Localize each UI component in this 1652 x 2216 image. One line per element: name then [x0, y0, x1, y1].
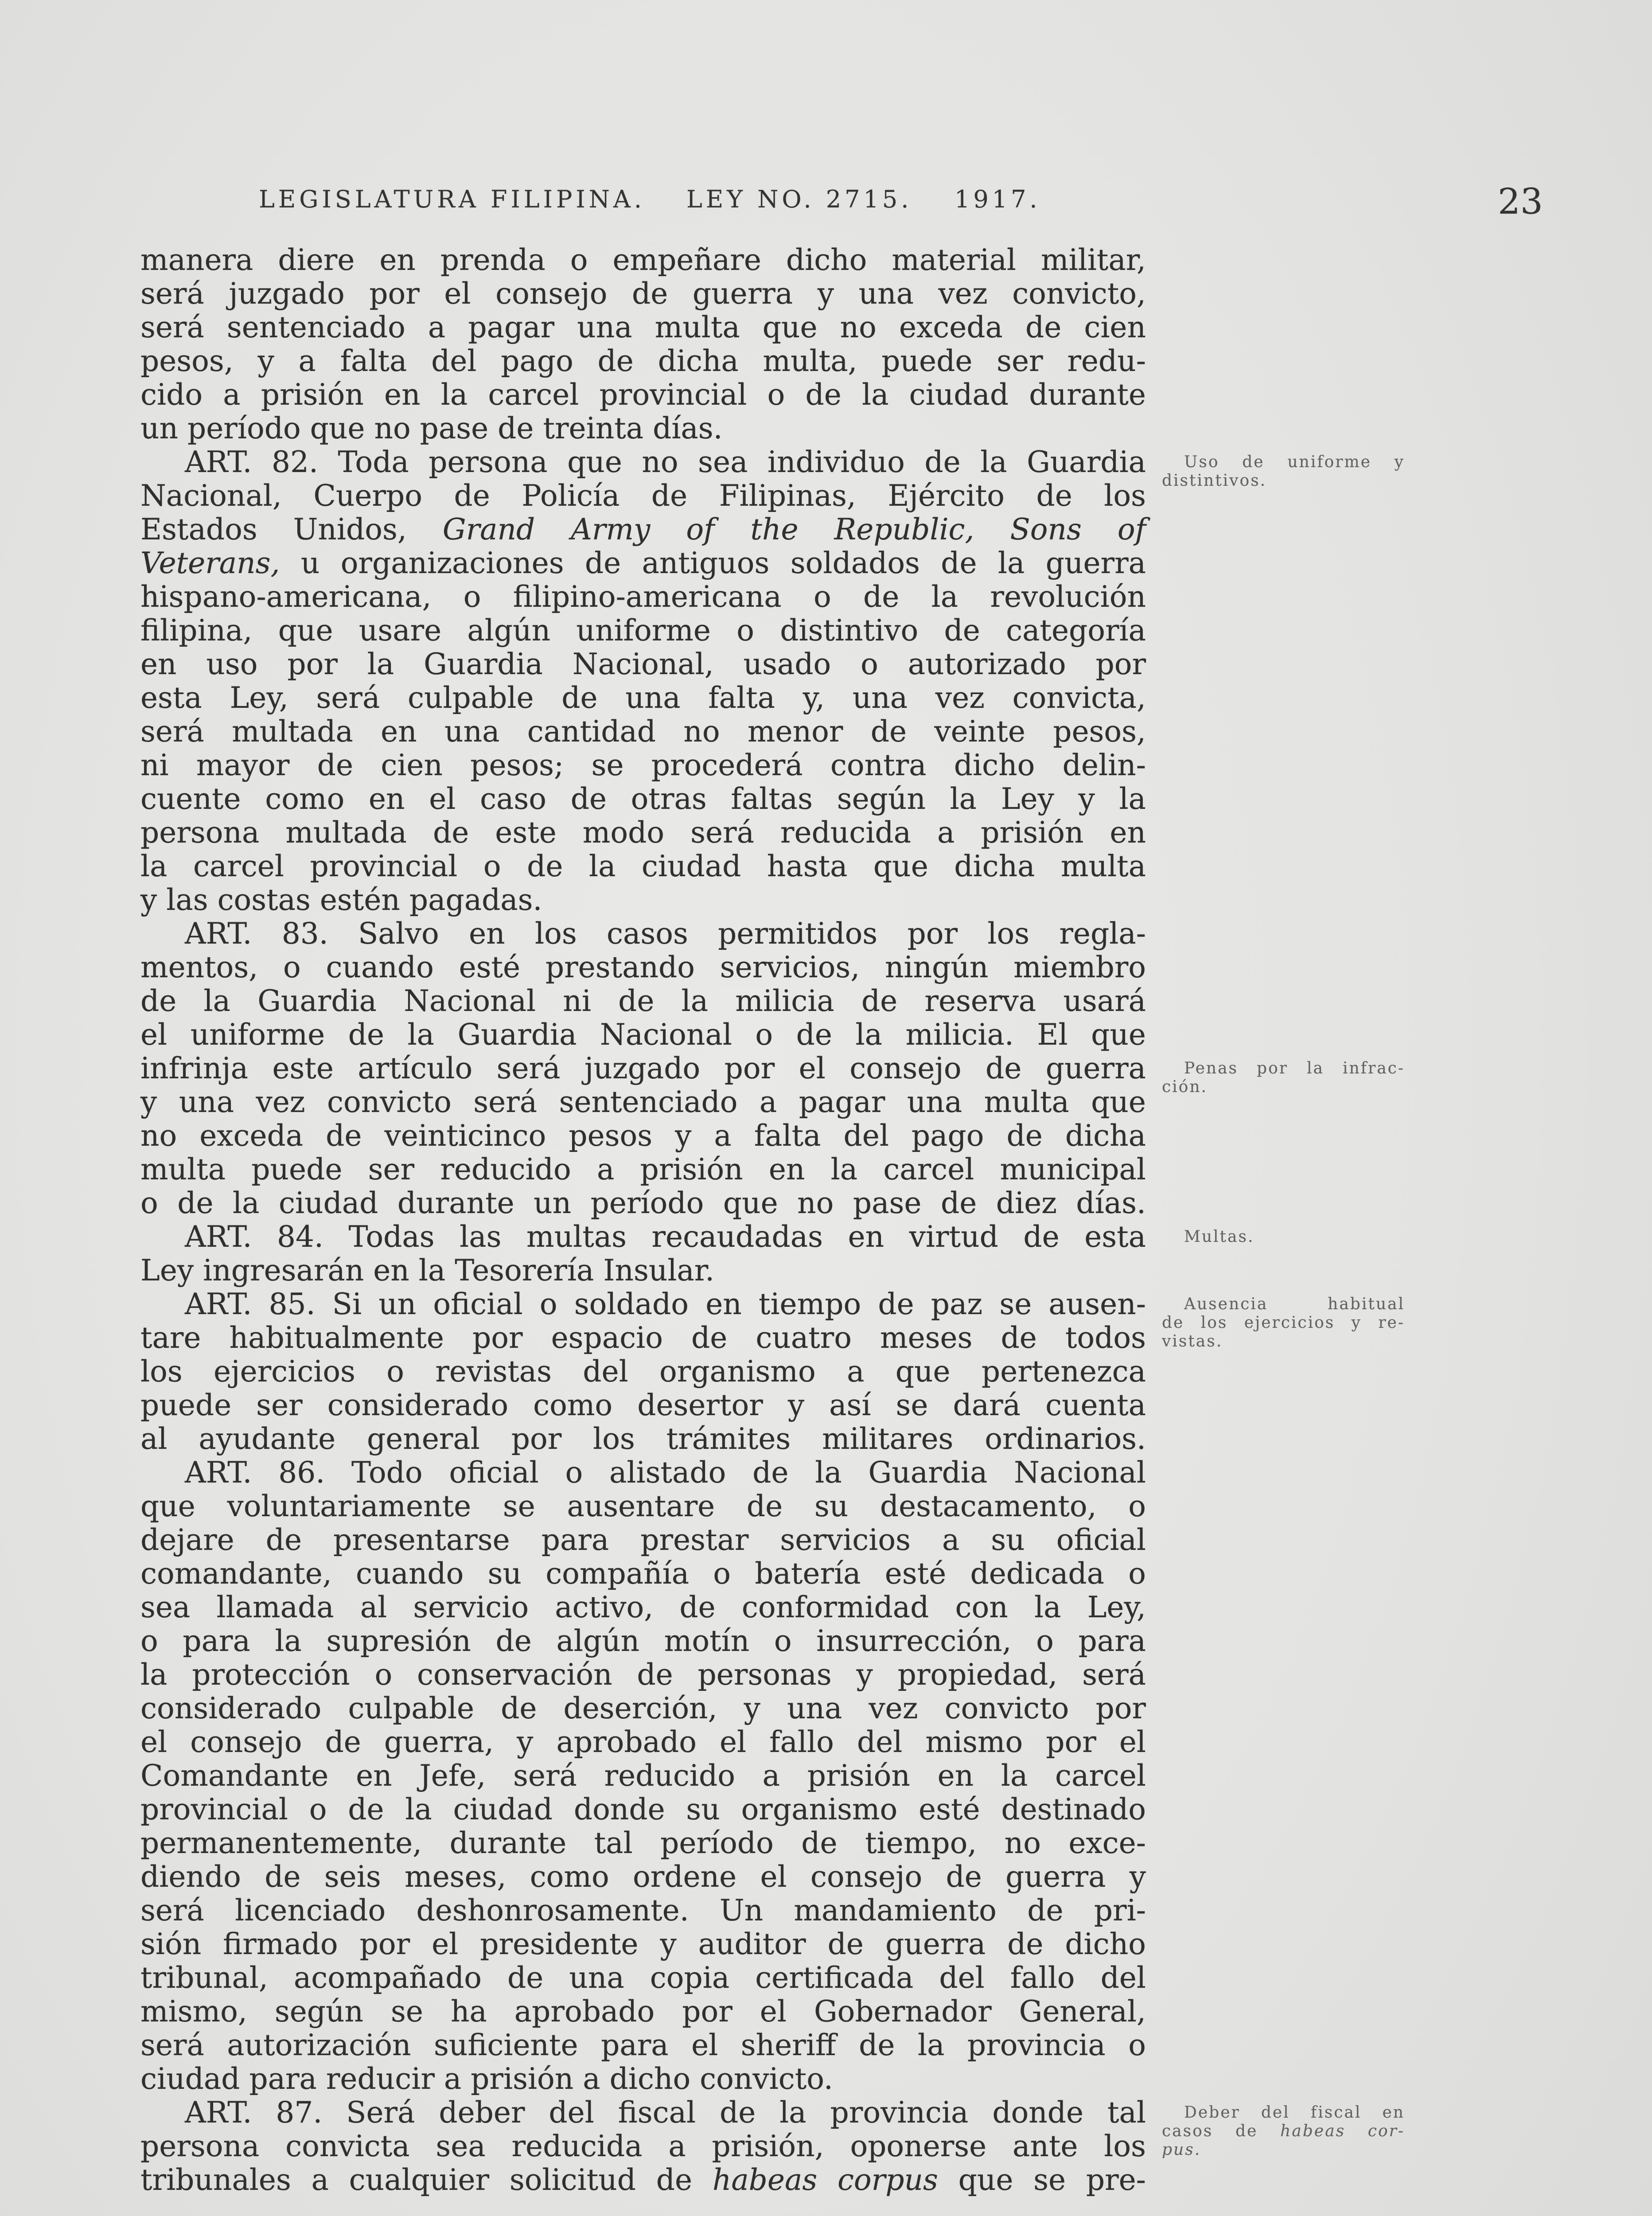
text-segment: que se pre- [938, 2163, 1146, 2197]
margin-note-line: de los ejercicios y re- [1162, 1314, 1405, 1332]
margin-note-line [1162, 2141, 1405, 2159]
text-line: o para la supresión de algún motín o insurrección, o para [140, 1624, 1146, 1658]
text-line: de la Guardia Nacional ni de la milicia de reserva usará [140, 984, 1146, 1018]
text-line: y una vez convicto será sentenciado a pagar una multa que [140, 1085, 1146, 1119]
text-line: la carcel provincial o de la ciudad hasta que dicha multa [140, 849, 1146, 883]
text-line: ART. 83. Salvo en los casos permitidos por los regla- [185, 917, 1146, 951]
text-line: Nacional, Cuerpo de Policía de Filipinas, Ejército de los [140, 479, 1146, 513]
text-line: será sentenciado a pagar una multa que no exceda de cien [140, 310, 1146, 344]
italic-text: Veterans, [140, 546, 280, 580]
text-line: permanentemente, durante tal período de tiempo, no exce- [140, 1826, 1146, 1860]
margin-note [1162, 1295, 1405, 1351]
text-line: sea llamada al servicio activo, de conformidad con la Ley, [140, 1590, 1146, 1624]
text-line: ART. 85. Si un oficial o soldado en tiempo de paz se ausen- [185, 1287, 1146, 1321]
margin-note-line: Deber del fiscal en [1184, 2103, 1405, 2122]
italic-text: pus. [1162, 2141, 1201, 2159]
article-paragraph [140, 917, 1146, 1220]
text-line: un período que no pase de treinta días. [140, 411, 723, 445]
text-line: hispano-americana, o filipino-americana o de la revolución [140, 580, 1146, 614]
text-line: en uso por la Guardia Nacional, usado o autorizado por [140, 647, 1146, 681]
text-line [140, 2163, 1146, 2197]
text-line: tare habitualmente por espacio de cuatro meses de todos [140, 1321, 1146, 1355]
body-text [140, 243, 1146, 2197]
italic-text: habeas corpus [712, 2163, 938, 2197]
text-line: o de la ciudad durante un período que no pase de diez días. [140, 1186, 1146, 1220]
text-line: tribunal, acompañado de una copia certificada del fallo del [140, 1961, 1146, 1995]
margin-note-line [1162, 2122, 1405, 2141]
margin-note-line: Ausencia habitual [1184, 1295, 1405, 1313]
text-line: que voluntariamente se ausentare de su destacamento, o [140, 1489, 1146, 1523]
text-line: los ejercicios o revistas del organismo a que pertenezca [140, 1354, 1146, 1389]
text-line: Comandante en Jefe, será reducido a prisión en la carcel [140, 1759, 1146, 1793]
italic-text: Grand Army of the Republic, Sons of [442, 512, 1146, 546]
text-segment: tribunales a cualquier solicitud de [140, 2163, 713, 2197]
text-line: dejare de presentarse para prestar servicios a su oficial [140, 1523, 1146, 1557]
article-paragraph [140, 1456, 1146, 2096]
page-number: 23 [1498, 181, 1543, 222]
text-line: manera diere en prenda o empeñare dicho material militar, [140, 243, 1146, 277]
text-line: persona convicta sea reducida a prisión, oponerse ante los [140, 2129, 1146, 2163]
margin-note-line: Multas. [1184, 1228, 1255, 1246]
text-line: el uniforme de la Guardia Nacional o de la milicia. El que [140, 1018, 1146, 1052]
running-title: LEGISLATURA FILIPINA. [259, 185, 646, 213]
text-line: ART. 84. Todas las multas recaudadas en virtud de esta [185, 1220, 1146, 1254]
text-line: cuente como en el caso de otras faltas según la Ley y la [140, 782, 1146, 816]
text-line [140, 513, 1146, 546]
text-line: será autorización suficiente para el sheriff de la provincia o [140, 2028, 1146, 2062]
text-line: ART. 82. Toda persona que no sea individuo de la Guardia [185, 445, 1146, 479]
text-line: esta Ley, será culpable de una falta y, una vez convicta, [140, 681, 1146, 715]
margin-note [1162, 1228, 1405, 1246]
text-line: diendo de seis meses, como ordene el consejo de guerra y [140, 1860, 1146, 1894]
text-line: multa puede ser reducido a prisión en la carcel municipal [140, 1152, 1146, 1186]
margin-note-line: Penas por la infrac- [1184, 1059, 1405, 1077]
text-line: será juzgado por el consejo de guerra y una vez convicto, [140, 277, 1146, 311]
text-line: ni mayor de cien pesos; se procederá contra dicho delin- [140, 748, 1146, 782]
italic-text: habeas cor- [1280, 2122, 1405, 2140]
text-line: filipina, que usare algún uniforme o distintivo de categoría [140, 613, 1146, 648]
margin-note [1162, 2103, 1405, 2159]
margin-note-line: Uso de uniforme y [1184, 453, 1405, 471]
text-line: provincial o de la ciudad donde su organismo esté destinado [140, 1792, 1146, 1826]
margin-note-text: casos de [1162, 2122, 1281, 2140]
text-line: cido a prisión en la carcel provincial o de la ciudad durante [140, 378, 1146, 412]
text-line: pesos, y a falta del pago de dicha multa, puede ser redu- [140, 344, 1146, 378]
margin-note [1162, 453, 1405, 490]
text-line: ART. 87. Será deber del fiscal de la provincia donde tal [185, 2095, 1146, 2130]
text-line: Ley ingresarán en la Tesorería Insular. [140, 1253, 715, 1287]
margin-note-line: vistas. [1162, 1332, 1223, 1350]
text-segment: Estados Unidos, [140, 512, 443, 546]
margin-note [1162, 1059, 1405, 1096]
continued-paragraph [140, 243, 1146, 445]
text-line: infrinja este artículo será juzgado por el consejo de guerra [140, 1051, 1146, 1085]
text-line: considerado culpable de deserción, y una vez convicto por [140, 1691, 1146, 1725]
text-line: mentos, o cuando esté prestando servicios, ningún miembro [140, 950, 1146, 984]
text-line: será multada en una cantidad no menor de veinte pesos, [140, 714, 1146, 749]
text-line: la protección o conservación de personas y propiedad, será [140, 1658, 1146, 1692]
text-line: y las costas estén pagadas. [140, 883, 542, 917]
text-line: el consejo de guerra, y aprobado el fallo del mismo por el [140, 1725, 1146, 1759]
text-line: ART. 86. Todo oficial o alistado de la Guardia Nacional [185, 1455, 1146, 1490]
text-line [140, 546, 1146, 580]
margin-note-line: ción. [1162, 1078, 1208, 1096]
law-number: LEY NO. 2715. [686, 185, 912, 213]
text-line: persona multada de este modo será reducida a prisión en [140, 815, 1146, 850]
article-paragraph [140, 1287, 1146, 1456]
text-line: no exceda de veinticinco pesos y a falta del pago de dicha [140, 1119, 1146, 1153]
text-line: ciudad para reducir a prisión a dicho convicto. [140, 2062, 833, 2096]
article-paragraph [140, 2096, 1146, 2197]
article-paragraph [140, 445, 1146, 917]
text-line: será licenciado deshonrosamente. Un mandamiento de pri- [140, 1893, 1146, 1927]
margin-note-line: distintivos. [1162, 472, 1267, 490]
text-segment: u organizaciones de antiguos soldados de la guerra [280, 546, 1146, 580]
text-line: al ayudante general por los trámites militares ordinarios. [140, 1422, 1146, 1456]
text-line: comandante, cuando su compañía o batería esté dedicada o [140, 1557, 1146, 1591]
article-paragraph [140, 1220, 1146, 1287]
text-line: puede ser considerado como desertor y así se dará cuenta [140, 1388, 1146, 1422]
text-line: mismo, según se ha aprobado por el Gobernador General, [140, 1994, 1146, 2029]
year: 1917. [955, 185, 1041, 213]
text-line: sión firmado por el presidente y auditor de guerra de dicho [140, 1927, 1146, 1961]
